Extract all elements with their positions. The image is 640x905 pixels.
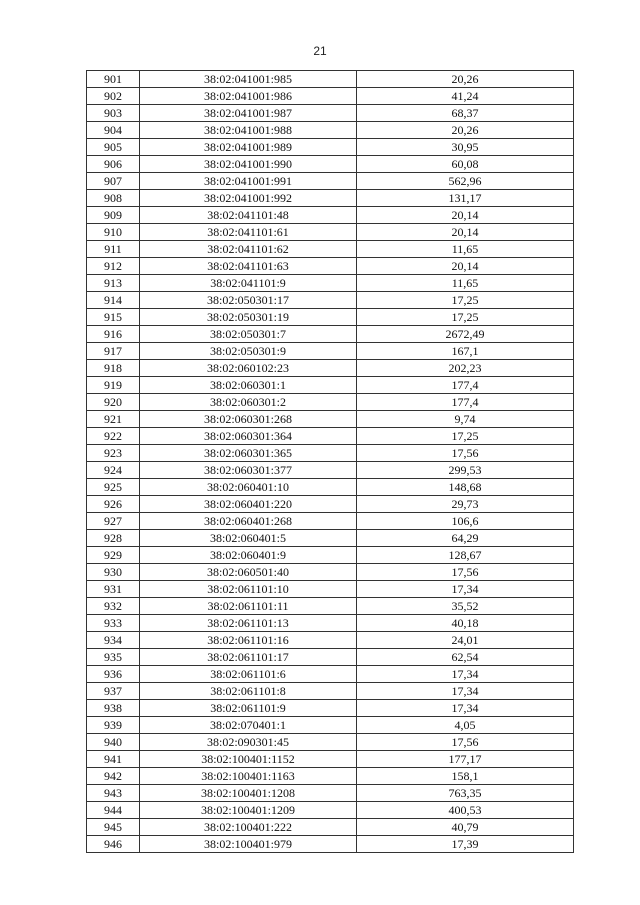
area-cell: 40,18 — [357, 615, 574, 632]
table-row — [87, 411, 574, 428]
area-cell: 9,74 — [357, 411, 574, 428]
cadastral-number-cell: 38:02:041001:991 — [140, 173, 357, 190]
area-cell: 17,25 — [357, 309, 574, 326]
area-cell: 20,14 — [357, 224, 574, 241]
table-row — [87, 207, 574, 224]
row-number-cell: 909 — [87, 207, 140, 224]
cadastral-number-cell: 38:02:090301:45 — [140, 734, 357, 751]
cadastral-number-cell: 38:02:041101:62 — [140, 241, 357, 258]
table-row — [87, 717, 574, 734]
table-row — [87, 343, 574, 360]
area-cell: 60,08 — [357, 156, 574, 173]
area-cell: 40,79 — [357, 819, 574, 836]
area-cell: 2672,49 — [357, 326, 574, 343]
area-cell: 106,6 — [357, 513, 574, 530]
row-number-cell: 925 — [87, 479, 140, 496]
cadastral-number-cell: 38:02:060401:220 — [140, 496, 357, 513]
row-number-cell: 945 — [87, 819, 140, 836]
row-number-cell: 946 — [87, 836, 140, 853]
row-number-cell: 944 — [87, 802, 140, 819]
area-cell: 177,17 — [357, 751, 574, 768]
cadastral-number-cell: 38:02:060301:364 — [140, 428, 357, 445]
table-row — [87, 139, 574, 156]
row-number-cell: 939 — [87, 717, 140, 734]
table-row — [87, 734, 574, 751]
area-cell: 17,56 — [357, 734, 574, 751]
table-row — [87, 785, 574, 802]
cadastral-number-cell: 38:02:060301:2 — [140, 394, 357, 411]
area-cell: 400,53 — [357, 802, 574, 819]
table-row — [87, 258, 574, 275]
row-number-cell: 919 — [87, 377, 140, 394]
table-row — [87, 836, 574, 853]
row-number-cell: 904 — [87, 122, 140, 139]
table-row — [87, 496, 574, 513]
row-number-cell: 941 — [87, 751, 140, 768]
cadastral-number-cell: 38:02:061101:16 — [140, 632, 357, 649]
cadastral-number-cell: 38:02:061101:17 — [140, 649, 357, 666]
row-number-cell: 927 — [87, 513, 140, 530]
cadastral-number-cell: 38:02:050301:9 — [140, 343, 357, 360]
cadastral-table — [86, 70, 574, 853]
row-number-cell: 928 — [87, 530, 140, 547]
area-cell: 17,34 — [357, 700, 574, 717]
area-cell: 41,24 — [357, 88, 574, 105]
area-cell: 299,53 — [357, 462, 574, 479]
row-number-cell: 933 — [87, 615, 140, 632]
row-number-cell: 926 — [87, 496, 140, 513]
row-number-cell: 937 — [87, 683, 140, 700]
table-row — [87, 581, 574, 598]
row-number-cell: 920 — [87, 394, 140, 411]
cadastral-number-cell: 38:02:060301:365 — [140, 445, 357, 462]
row-number-cell: 942 — [87, 768, 140, 785]
table-row — [87, 462, 574, 479]
row-number-cell: 915 — [87, 309, 140, 326]
area-cell: 68,37 — [357, 105, 574, 122]
table-row — [87, 190, 574, 207]
row-number-cell: 914 — [87, 292, 140, 309]
row-number-cell: 911 — [87, 241, 140, 258]
cadastral-number-cell: 38:02:060401:5 — [140, 530, 357, 547]
row-number-cell: 931 — [87, 581, 140, 598]
table-row — [87, 360, 574, 377]
area-cell: 148,68 — [357, 479, 574, 496]
area-cell: 17,34 — [357, 581, 574, 598]
cadastral-number-cell: 38:02:041101:63 — [140, 258, 357, 275]
row-number-cell: 938 — [87, 700, 140, 717]
table-row — [87, 71, 574, 88]
table-row — [87, 598, 574, 615]
cadastral-number-cell: 38:02:041101:48 — [140, 207, 357, 224]
cadastral-number-cell: 38:02:100401:1209 — [140, 802, 357, 819]
row-number-cell: 906 — [87, 156, 140, 173]
cadastral-number-cell: 38:02:060401:10 — [140, 479, 357, 496]
row-number-cell: 935 — [87, 649, 140, 666]
table-row — [87, 122, 574, 139]
cadastral-number-cell: 38:02:061101:13 — [140, 615, 357, 632]
cadastral-number-cell: 38:02:060401:9 — [140, 547, 357, 564]
area-cell: 35,52 — [357, 598, 574, 615]
cadastral-number-cell: 38:02:041101:61 — [140, 224, 357, 241]
cadastral-number-cell: 38:02:041001:990 — [140, 156, 357, 173]
cadastral-number-cell: 38:02:041001:988 — [140, 122, 357, 139]
area-cell: 17,39 — [357, 836, 574, 853]
cadastral-number-cell: 38:02:060301:1 — [140, 377, 357, 394]
table-row — [87, 156, 574, 173]
row-number-cell: 936 — [87, 666, 140, 683]
cadastral-number-cell: 38:02:060301:377 — [140, 462, 357, 479]
cadastral-number-cell: 38:02:100401:1163 — [140, 768, 357, 785]
table-row — [87, 88, 574, 105]
table-row — [87, 394, 574, 411]
table-row — [87, 445, 574, 462]
row-number-cell: 922 — [87, 428, 140, 445]
area-cell: 167,1 — [357, 343, 574, 360]
area-cell: 562,96 — [357, 173, 574, 190]
table-row — [87, 700, 574, 717]
cadastral-number-cell: 38:02:061101:11 — [140, 598, 357, 615]
table-row — [87, 666, 574, 683]
table-row — [87, 649, 574, 666]
row-number-cell: 913 — [87, 275, 140, 292]
row-number-cell: 905 — [87, 139, 140, 156]
area-cell: 62,54 — [357, 649, 574, 666]
cadastral-number-cell: 38:02:061101:6 — [140, 666, 357, 683]
cadastral-number-cell: 38:02:061101:8 — [140, 683, 357, 700]
area-cell: 11,65 — [357, 275, 574, 292]
table-row — [87, 309, 574, 326]
cadastral-number-cell: 38:02:050301:19 — [140, 309, 357, 326]
area-cell: 17,34 — [357, 683, 574, 700]
cadastral-number-cell: 38:02:041001:985 — [140, 71, 357, 88]
area-cell: 131,17 — [357, 190, 574, 207]
table-row — [87, 479, 574, 496]
cadastral-number-cell: 38:02:100401:1152 — [140, 751, 357, 768]
row-number-cell: 918 — [87, 360, 140, 377]
area-cell: 17,25 — [357, 428, 574, 445]
cadastral-number-cell: 38:02:041001:986 — [140, 88, 357, 105]
cadastral-number-cell: 38:02:060401:268 — [140, 513, 357, 530]
row-number-cell: 923 — [87, 445, 140, 462]
row-number-cell: 929 — [87, 547, 140, 564]
area-cell: 4,05 — [357, 717, 574, 734]
row-number-cell: 907 — [87, 173, 140, 190]
area-cell: 30,95 — [357, 139, 574, 156]
cadastral-number-cell: 38:02:060501:40 — [140, 564, 357, 581]
table-body — [87, 71, 574, 853]
area-cell: 29,73 — [357, 496, 574, 513]
area-cell: 17,56 — [357, 564, 574, 581]
cadastral-number-cell: 38:02:061101:9 — [140, 700, 357, 717]
table-row — [87, 377, 574, 394]
area-cell: 763,35 — [357, 785, 574, 802]
table-row — [87, 224, 574, 241]
row-number-cell: 924 — [87, 462, 140, 479]
area-cell: 177,4 — [357, 377, 574, 394]
area-cell: 20,14 — [357, 207, 574, 224]
table-row — [87, 768, 574, 785]
row-number-cell: 903 — [87, 105, 140, 122]
row-number-cell: 943 — [87, 785, 140, 802]
row-number-cell: 940 — [87, 734, 140, 751]
table-row — [87, 530, 574, 547]
area-cell: 24,01 — [357, 632, 574, 649]
area-cell: 17,34 — [357, 666, 574, 683]
cadastral-number-cell: 38:02:041001:989 — [140, 139, 357, 156]
table-row — [87, 275, 574, 292]
row-number-cell: 917 — [87, 343, 140, 360]
area-cell: 128,67 — [357, 547, 574, 564]
table-row — [87, 615, 574, 632]
table-row — [87, 173, 574, 190]
area-cell: 177,4 — [357, 394, 574, 411]
cadastral-number-cell: 38:02:060102:23 — [140, 360, 357, 377]
table-row — [87, 819, 574, 836]
cadastral-number-cell: 38:02:060301:268 — [140, 411, 357, 428]
area-cell: 202,23 — [357, 360, 574, 377]
area-cell: 17,25 — [357, 292, 574, 309]
row-number-cell: 902 — [87, 88, 140, 105]
row-number-cell: 908 — [87, 190, 140, 207]
row-number-cell: 921 — [87, 411, 140, 428]
row-number-cell: 930 — [87, 564, 140, 581]
cadastral-number-cell: 38:02:050301:7 — [140, 326, 357, 343]
cadastral-number-cell: 38:02:070401:1 — [140, 717, 357, 734]
table-row — [87, 632, 574, 649]
cadastral-number-cell: 38:02:100401:1208 — [140, 785, 357, 802]
table-row — [87, 105, 574, 122]
area-cell: 64,29 — [357, 530, 574, 547]
cadastral-number-cell: 38:02:041001:992 — [140, 190, 357, 207]
row-number-cell: 910 — [87, 224, 140, 241]
table-row — [87, 547, 574, 564]
cadastral-number-cell: 38:02:041001:987 — [140, 105, 357, 122]
page-number: 21 — [313, 44, 327, 58]
table-row — [87, 683, 574, 700]
table-row — [87, 802, 574, 819]
row-number-cell: 901 — [87, 71, 140, 88]
row-number-cell: 912 — [87, 258, 140, 275]
cadastral-number-cell: 38:02:100401:222 — [140, 819, 357, 836]
cadastral-number-cell: 38:02:100401:979 — [140, 836, 357, 853]
table-row — [87, 751, 574, 768]
row-number-cell: 934 — [87, 632, 140, 649]
table-row — [87, 428, 574, 445]
table-row — [87, 513, 574, 530]
table-row — [87, 326, 574, 343]
cadastral-number-cell: 38:02:041101:9 — [140, 275, 357, 292]
row-number-cell: 916 — [87, 326, 140, 343]
table-row — [87, 564, 574, 581]
area-cell: 158,1 — [357, 768, 574, 785]
table-row — [87, 292, 574, 309]
area-cell: 17,56 — [357, 445, 574, 462]
area-cell: 20,26 — [357, 122, 574, 139]
area-cell: 11,65 — [357, 241, 574, 258]
cadastral-number-cell: 38:02:050301:17 — [140, 292, 357, 309]
table-row — [87, 241, 574, 258]
cadastral-number-cell: 38:02:061101:10 — [140, 581, 357, 598]
row-number-cell: 932 — [87, 598, 140, 615]
area-cell: 20,14 — [357, 258, 574, 275]
area-cell: 20,26 — [357, 71, 574, 88]
